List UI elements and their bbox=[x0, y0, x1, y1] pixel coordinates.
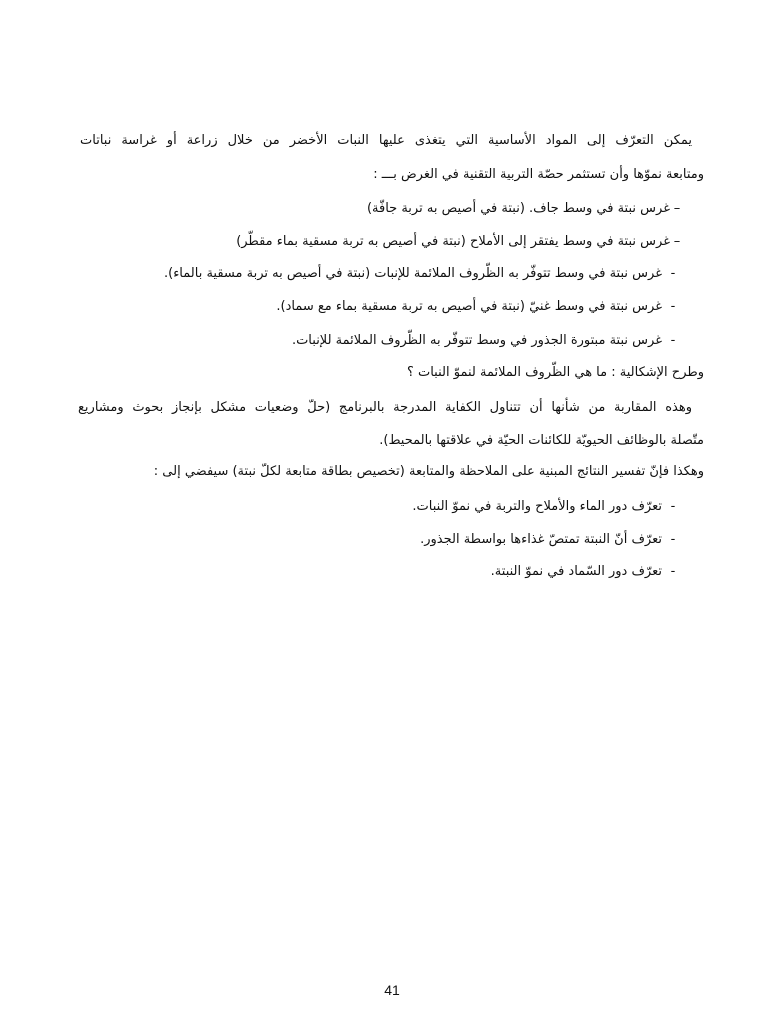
experiment-text: غرس نبتة في وسط جاف. (نبتة في أصيص به تربة جافّة) bbox=[366, 201, 670, 216]
approach-paragraph-line-2: متّصلة بالوظائف الحيويّة للكائنات الحيّة في علاقتها بالمحيط). bbox=[379, 433, 704, 448]
dash-bullet-icon: - bbox=[670, 266, 676, 281]
outcome-item bbox=[380, 529, 684, 551]
experiment-text: غرس نبتة في وسط يفتقر إلى الأملاح (نبتة في أصيص به تربة مسقية بماء مقطّر) bbox=[236, 234, 670, 249]
conclusion-intro: وهكذا فإنّ تفسير النتائج المبنية على الملاحظة والمتابعة (تخصيص بطاقة متابعة لكلّ نبتة) سيفضي إلى : bbox=[153, 464, 704, 479]
experiment-text: غرس نبتة في وسط تتوفّر به الظّروف الملائمة للإنبات (نبتة في أصيص به تربة مسقية بالماء). bbox=[163, 266, 662, 281]
dash-bullet-icon: - bbox=[670, 532, 676, 547]
experiment-text: غرس نبتة في وسط غنيّ (نبتة في أصيص به تربة مسقية بماء مع سماد). bbox=[276, 299, 662, 314]
experiment-text: غرس نبتة مبتورة الجذور في وسط تتوفّر به الظّروف الملائمة للإنبات. bbox=[291, 333, 662, 348]
intro-paragraph-line-2: ومتابعة نموّها وأن تستثمر حصّة التربية التقنية في الغرض بـــ : bbox=[373, 167, 704, 182]
experiment-item bbox=[300, 198, 684, 220]
experiment-item bbox=[200, 231, 684, 253]
dash-bullet-icon: – bbox=[673, 234, 681, 249]
dash-bullet-icon: – bbox=[673, 201, 681, 216]
dash-bullet-icon: - bbox=[670, 564, 676, 579]
outcome-text: تعرّف دور الماء والأملاح والتربة في نموّ النبات. bbox=[412, 499, 662, 514]
outcome-text: تعرّف أنّ النبتة تمتصّ غذاءها بواسطة الجذور. bbox=[420, 532, 662, 547]
experiment-item bbox=[270, 296, 684, 318]
approach-paragraph-line-1: وهذه المقاربة من شأنها أن تتناول الكفاية المدرجة بالبرنامج (حلّ وضعيات مشكل بإنجاز بحوث ومشاريع bbox=[78, 400, 692, 415]
dash-bullet-icon: - bbox=[670, 499, 676, 514]
page-number: 41 bbox=[384, 982, 400, 998]
outcome-text: تعرّف دور السّماد في نموّ النبتة. bbox=[490, 564, 662, 579]
experiment-item bbox=[280, 330, 684, 352]
experiment-item bbox=[150, 263, 684, 285]
outcome-item bbox=[440, 561, 684, 583]
problem-statement: وطرح الإشكالية : ما هي الظّروف الملائمة لنموّ النبات ؟ bbox=[406, 365, 704, 380]
outcome-item bbox=[380, 496, 684, 518]
dash-bullet-icon: - bbox=[670, 333, 676, 348]
dash-bullet-icon: - bbox=[670, 299, 676, 314]
intro-paragraph-line-1: يمكن التعرّف إلى المواد الأساسية التي يتغذى عليها النبات الأخضر من خلال زراعة أو غراسة نباتات bbox=[80, 133, 692, 148]
